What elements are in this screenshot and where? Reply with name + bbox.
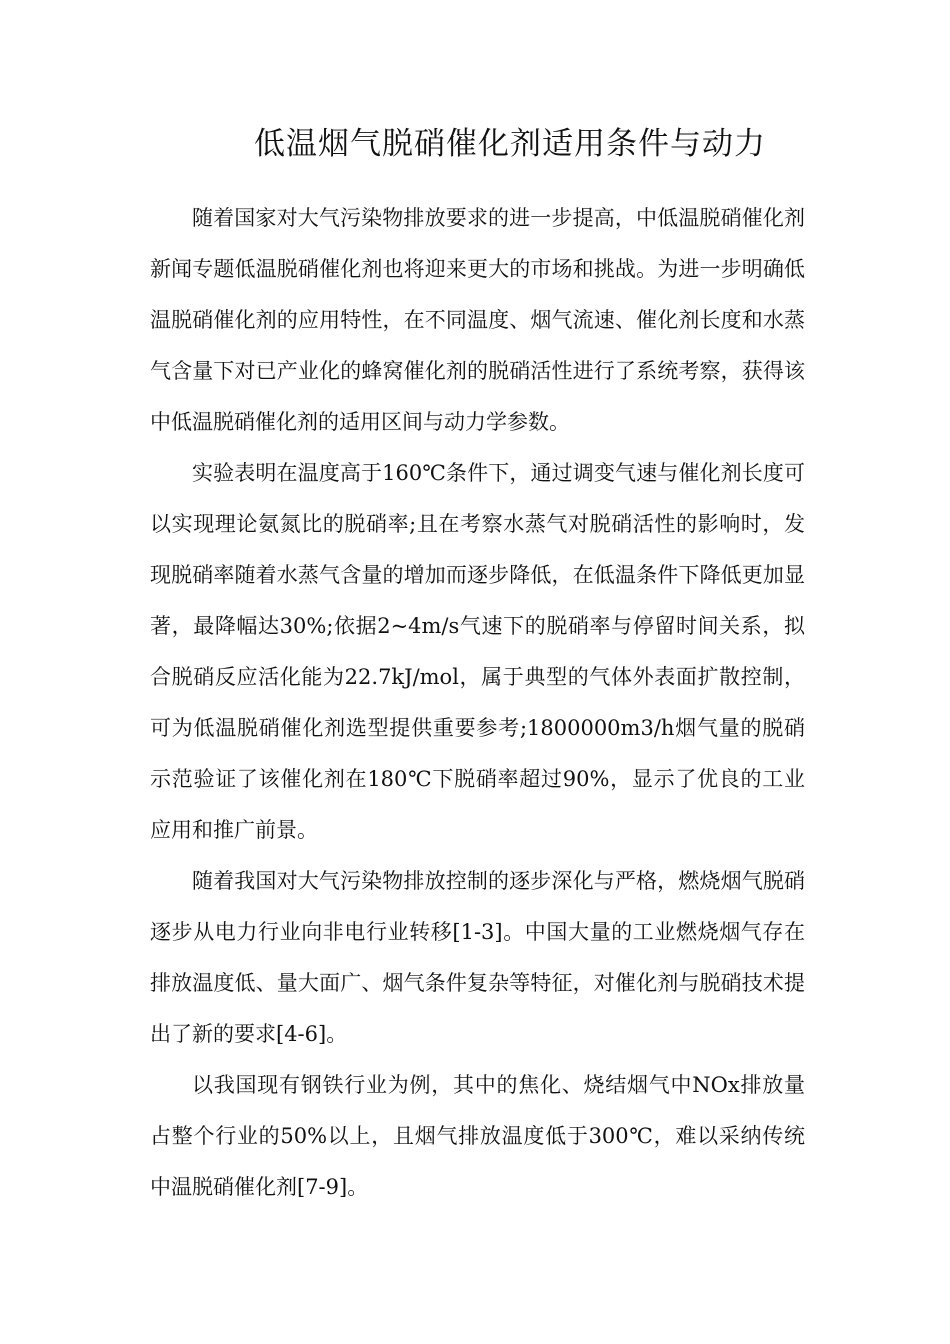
- paragraph: 实验表明在温度高于160℃条件下，通过调变气速与催化剂长度可以实现理论氨氮比的脱硝率;且在考察水蒸气对脱硝活性的影响时，发现脱硝率随着水蒸气含量的增加而逐步降低，在低温条件下降低更加显著，最降幅达30%;依据2~4m/s气速下的脱硝率与停留时间关系，拟合脱硝反应活化能为22.7kJ/mol，属于典型的气体外表面扩散控制，可为低温脱硝催化剂选型提供重要参考;1800000m3/h烟气量的脱硝示范验证了该催化剂在180℃下脱硝率超过90%，显示了优良的工业应用和推广前景。: [150, 461, 805, 842]
- paragraph: 随着国家对大气污染物排放要求的进一步提高，中低温脱硝催化剂新闻专题低温脱硝催化剂也将迎来更大的市场和挑战。为进一步明确低温脱硝催化剂的应用特性，在不同温度、烟气流速、催化剂长度和水蒸气含量下对已产业化的蜂窝催化剂的脱硝活性进行了系统考察，获得该中低温脱硝催化剂的适用区间与动力学参数。: [150, 206, 805, 434]
- paragraph: 以我国现有钢铁行业为例，其中的焦化、烧结烟气中NOx排放量占整个行业的50%以上，且烟气排放温度低于300℃，难以采纳传统中温脱硝催化剂[7-9]。: [150, 1073, 805, 1199]
- paragraph: 随着我国对大气污染物排放控制的逐步深化与严格，燃烧烟气脱硝逐步从电力行业向非电行业转移[1-3]。中国大量的工业燃烧烟气存在排放温度低、量大面广、烟气条件复杂等特征，对催化剂与脱硝技术提出了新的要求[4-6]。: [150, 869, 805, 1046]
- document-body: [150, 193, 805, 1213]
- document-title: 低温烟气脱硝催化剂适用条件与动力: [254, 126, 766, 162]
